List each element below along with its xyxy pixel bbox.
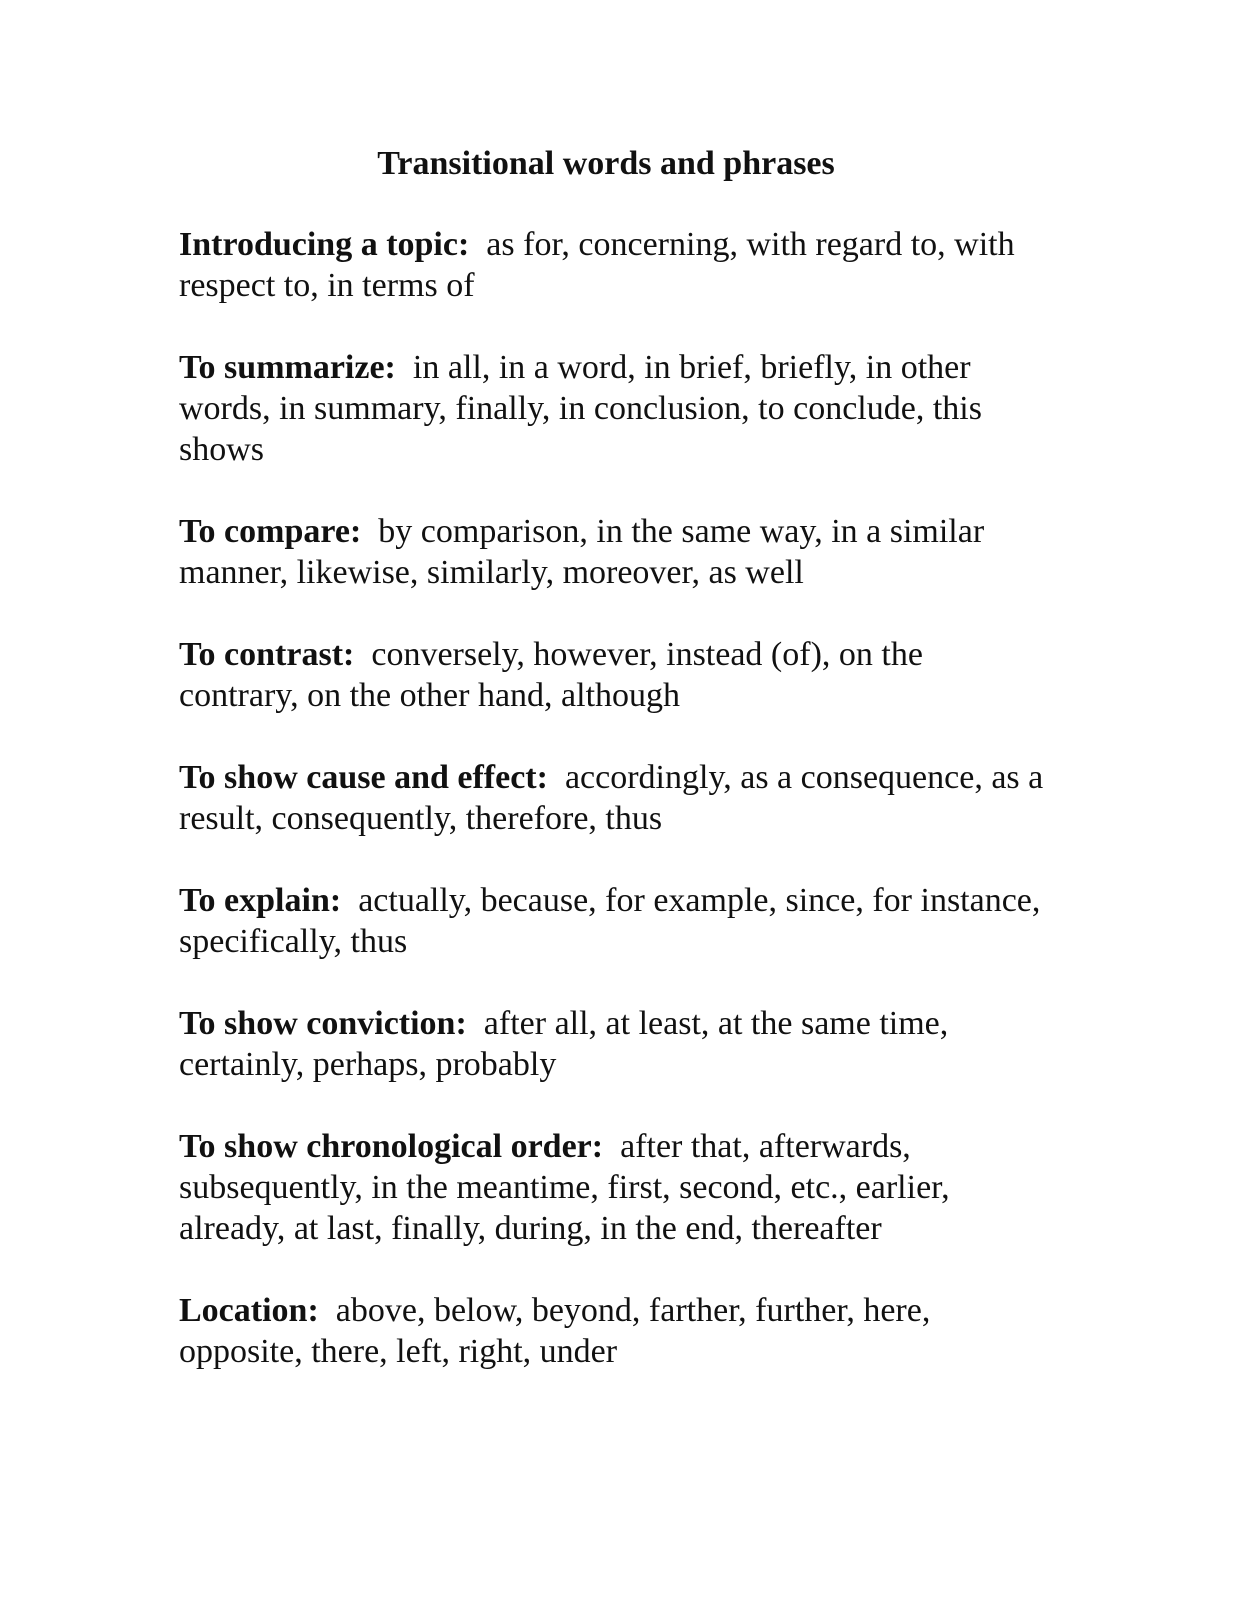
section-to-show-conviction (179, 1003, 1049, 1085)
section-text: as for, concerning, with regard to, with respect to, in terms of (179, 226, 1015, 304)
section-to-summarize (179, 347, 1049, 470)
section-introducing-a-topic (179, 224, 1049, 306)
section-text: actually, because, for example, since, for instance, specifically, thus (179, 882, 1041, 960)
section-text: conversely, however, instead (of), on the contrary, on the other hand, although (179, 636, 923, 714)
section-to-explain (179, 880, 1049, 962)
section-label: To contrast: (179, 636, 355, 673)
section-label: To show chronological order: (179, 1128, 604, 1165)
section-label: Introducing a topic: (179, 226, 470, 263)
section-to-show-cause-and-effect (179, 757, 1049, 839)
section-to-contrast (179, 634, 1049, 716)
section-label: To summarize: (179, 349, 396, 386)
section-to-show-chronological-order (179, 1126, 1049, 1249)
section-label: To show conviction: (179, 1005, 467, 1042)
section-text: above, below, beyond, farther, further, here, opposite, there, left, right, under (179, 1292, 931, 1370)
page-title: Transitional words and phrases (377, 145, 835, 182)
section-label: Location: (179, 1292, 319, 1329)
section-text: after that, afterwards, subsequently, in the meantime, first, second, etc., earlier, already, at last, finally, during, in the end, thereafter (179, 1128, 950, 1247)
section-text: accordingly, as a consequence, as a result, consequently, therefore, thus (179, 759, 1044, 837)
sections-list (179, 224, 1049, 1413)
section-label: To compare: (179, 513, 362, 550)
section-label: To show cause and effect: (179, 759, 548, 796)
section-to-compare (179, 511, 1049, 593)
section-label: To explain: (179, 882, 342, 919)
section-text: after all, at least, at the same time, certainly, perhaps, probably (179, 1005, 949, 1083)
section-text: by comparison, in the same way, in a similar manner, likewise, similarly, moreover, as well (179, 513, 985, 591)
section-location (179, 1290, 1049, 1372)
section-text: in all, in a word, in brief, briefly, in other words, in summary, finally, in conclusion, to conclude, this shows (179, 349, 982, 468)
